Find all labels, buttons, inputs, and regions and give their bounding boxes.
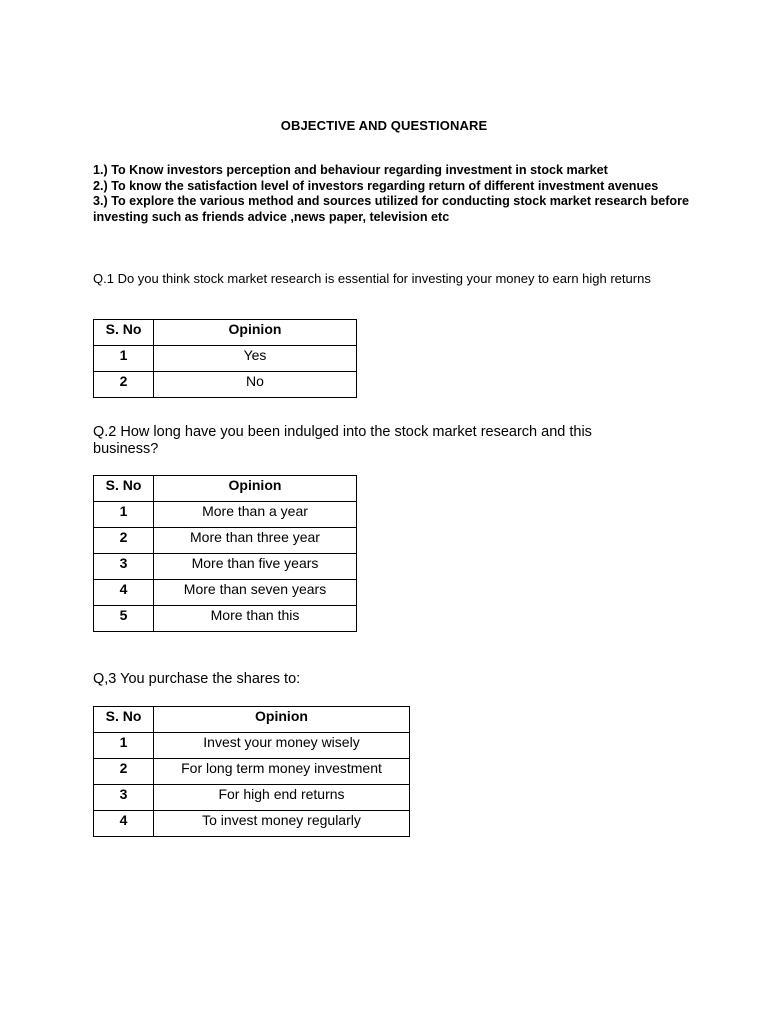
table-cell-opinion: More than three year xyxy=(154,528,357,554)
question-1-table xyxy=(93,319,357,398)
table-row xyxy=(94,554,357,580)
objectives-list xyxy=(93,163,693,225)
table-cell-sno: 1 xyxy=(94,346,154,372)
table-header-row xyxy=(94,320,357,346)
table-cell-sno: 3 xyxy=(94,554,154,580)
table-cell-sno: 4 xyxy=(94,580,154,606)
table-cell-opinion: More than seven years xyxy=(154,580,357,606)
column-header-opinion: Opinion xyxy=(154,476,357,502)
column-header-opinion: Opinion xyxy=(154,320,357,346)
table-cell-opinion: More than this xyxy=(154,606,357,632)
table-cell-sno: 1 xyxy=(94,502,154,528)
table-cell-opinion: More than five years xyxy=(154,554,357,580)
table-header-row xyxy=(94,707,410,733)
objective-item: 3.) To explore the various method and sources utilized for conducting stock market research before investing such as friends advice ,news paper, television etc xyxy=(93,194,690,224)
table-row xyxy=(94,502,357,528)
table-row xyxy=(94,372,357,398)
table-cell-sno: 5 xyxy=(94,606,154,632)
table-cell-opinion: No xyxy=(154,372,357,398)
column-header-sno: S. No xyxy=(94,320,154,346)
table-cell-opinion: For high end returns xyxy=(154,785,410,811)
objective-item: 1.) To Know investors perception and behaviour regarding investment in stock market xyxy=(93,163,608,177)
table-cell-sno: 2 xyxy=(94,528,154,554)
question-1-text: Q.1 Do you think stock market research is essential for investing your money to earn high returns xyxy=(93,271,651,286)
table-cell-sno: 1 xyxy=(94,733,154,759)
page-title: OBJECTIVE AND QUESTIONARE xyxy=(280,118,488,133)
column-header-opinion: Opinion xyxy=(154,707,410,733)
table-cell-opinion: Yes xyxy=(154,346,357,372)
table-cell-opinion: To invest money regularly xyxy=(154,811,410,837)
table-row xyxy=(94,733,410,759)
question-2-table xyxy=(93,475,357,632)
table-row xyxy=(94,528,357,554)
table-cell-sno: 4 xyxy=(94,811,154,837)
table-row xyxy=(94,346,357,372)
table-header-row xyxy=(94,476,357,502)
table-cell-opinion: Invest your money wisely xyxy=(154,733,410,759)
table-cell-sno: 2 xyxy=(94,759,154,785)
table-row xyxy=(94,759,410,785)
question-3-table xyxy=(93,706,410,837)
question-3-text: Q,3 You purchase the shares to: xyxy=(93,671,301,687)
table-cell-sno: 3 xyxy=(94,785,154,811)
column-header-sno: S. No xyxy=(94,707,154,733)
table-row xyxy=(94,580,357,606)
objective-item: 2.) To know the satisfaction level of investors regarding return of different investment avenues xyxy=(93,178,659,193)
table-row xyxy=(94,811,410,837)
question-2-text: Q.2 How long have you been indulged into the stock market research and this business? xyxy=(93,424,592,457)
table-row xyxy=(94,785,410,811)
table-cell-opinion: For long term money investment xyxy=(154,759,410,785)
column-header-sno: S. No xyxy=(94,476,154,502)
table-cell-sno: 2 xyxy=(94,372,154,398)
table-row xyxy=(94,606,357,632)
table-cell-opinion: More than a year xyxy=(154,502,357,528)
